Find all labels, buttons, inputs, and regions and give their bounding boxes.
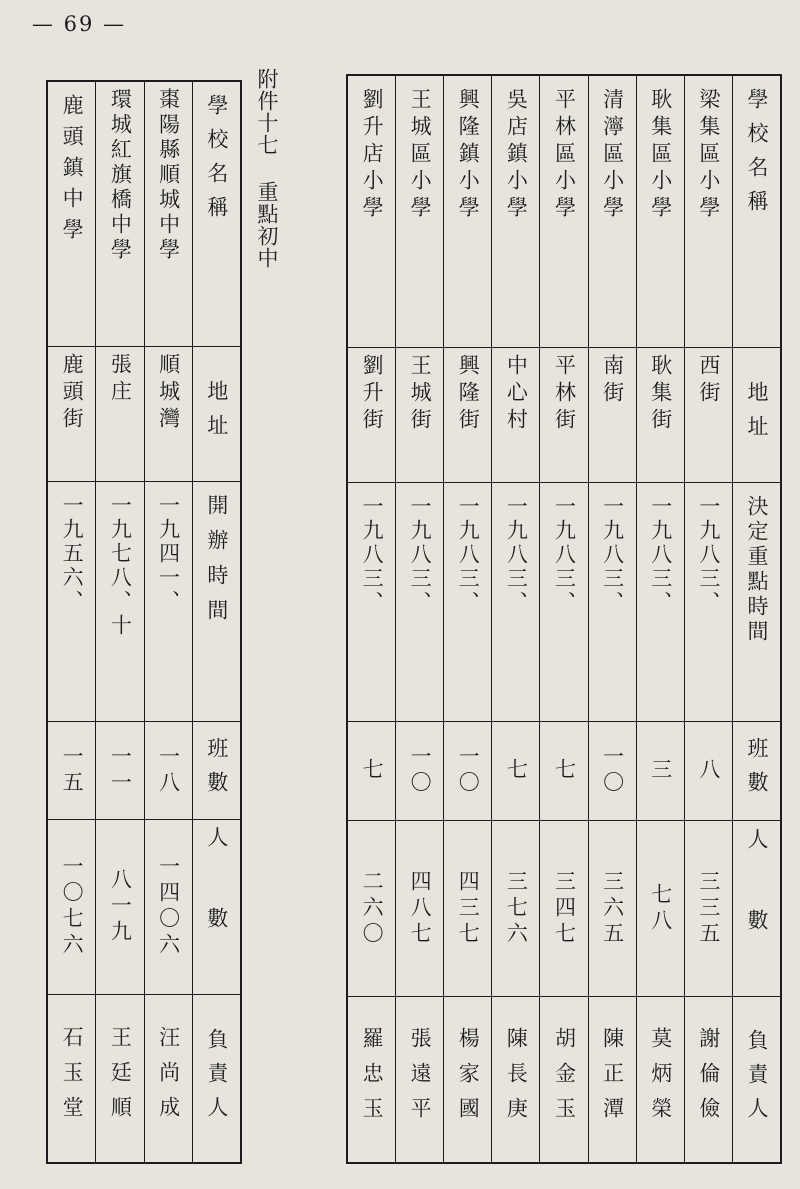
header-cell	[193, 482, 240, 722]
school-address: 鹿頭街	[60, 353, 85, 434]
responsible-cell	[492, 997, 539, 1162]
table-row	[96, 82, 144, 1162]
people-cell	[48, 820, 95, 995]
responsible-cell	[145, 995, 192, 1162]
school-people: 四三七	[456, 869, 481, 948]
school-address: 南街	[600, 354, 625, 408]
school-classes: 七	[360, 758, 385, 784]
people-cell	[145, 820, 192, 995]
school-classes: 一〇	[600, 745, 625, 797]
left-table	[46, 80, 242, 1164]
school-cell	[685, 76, 732, 348]
header-responsible: 負責人	[744, 1028, 769, 1131]
people-cell	[492, 821, 539, 997]
school-time: 一九七八、十	[108, 494, 133, 638]
responsible-cell	[589, 997, 636, 1162]
school-name: 環城紅旗橋中學	[108, 88, 133, 263]
page-number: — 69 —	[32, 12, 127, 36]
school-responsible: 王廷順	[108, 1026, 133, 1131]
school-address: 劉升街	[360, 354, 385, 435]
school-responsible: 陳正潭	[600, 1027, 625, 1132]
school-cell	[348, 76, 395, 348]
school-name: 梁集區小學	[696, 88, 721, 223]
header-name: 學校名稱	[744, 88, 769, 224]
address-cell	[48, 347, 95, 482]
school-classes: 一〇	[456, 745, 481, 797]
school-responsible: 張遠平	[408, 1027, 433, 1132]
school-time: 一九八三、	[552, 495, 577, 615]
responsible-cell	[48, 995, 95, 1162]
responsible-cell	[444, 997, 491, 1162]
people-cell	[589, 821, 636, 997]
people-cell	[637, 821, 684, 997]
address-cell	[540, 348, 587, 483]
school-time: 一九五六、	[60, 494, 85, 614]
time-cell	[48, 482, 95, 722]
header-classes: 班數	[204, 736, 229, 805]
school-address: 耿集街	[648, 354, 673, 435]
school-name: 清濘區小學	[600, 88, 625, 223]
school-classes: 八	[696, 758, 721, 784]
school-responsible: 莫炳榮	[648, 1027, 673, 1132]
table-row	[589, 76, 637, 1162]
school-responsible: 謝倫儉	[696, 1027, 721, 1132]
address-cell	[492, 348, 539, 483]
table-row	[444, 76, 492, 1162]
header-column	[733, 76, 780, 1162]
address-cell	[685, 348, 732, 483]
time-cell	[444, 483, 491, 722]
school-address: 順城灣	[156, 353, 181, 434]
school-responsible: 羅忠玉	[360, 1027, 385, 1132]
school-name: 棗陽縣順城中學	[156, 88, 181, 263]
classes-cell	[637, 722, 684, 821]
address-cell	[637, 348, 684, 483]
address-cell	[348, 348, 395, 483]
responsible-cell	[96, 995, 143, 1162]
school-cell	[396, 76, 443, 348]
school-address: 張庄	[108, 353, 133, 407]
table-row	[145, 82, 193, 1162]
people-cell	[348, 821, 395, 997]
header-cell	[733, 722, 780, 821]
time-cell	[685, 483, 732, 722]
time-cell	[348, 483, 395, 722]
school-address: 王城街	[408, 354, 433, 435]
header-address: 地址	[204, 380, 229, 448]
school-name: 鹿頭鎮中學	[60, 94, 85, 249]
responsible-cell	[637, 997, 684, 1162]
school-cell	[48, 82, 95, 347]
school-name: 興隆鎮小學	[456, 88, 481, 223]
header-cell	[193, 347, 240, 482]
header-responsible: 負責人	[204, 1027, 229, 1130]
time-cell	[492, 483, 539, 722]
school-classes: 三	[648, 758, 673, 784]
school-cell	[444, 76, 491, 348]
time-cell	[396, 483, 443, 722]
school-time: 一九八三、	[456, 495, 481, 615]
header-cell	[193, 82, 240, 347]
school-responsible: 楊家國	[456, 1027, 481, 1132]
address-cell	[145, 347, 192, 482]
classes-cell	[96, 722, 143, 820]
school-cell	[145, 82, 192, 347]
table-row	[540, 76, 588, 1162]
header-address: 地址	[744, 381, 769, 449]
school-people: 三六五	[600, 869, 625, 948]
classes-cell	[492, 722, 539, 821]
school-cell	[589, 76, 636, 348]
school-people: 八一九	[108, 868, 133, 946]
school-time: 一九八三、	[504, 495, 529, 615]
address-cell	[444, 348, 491, 483]
school-name: 平林區小學	[552, 88, 577, 223]
school-name: 劉升店小學	[360, 88, 385, 223]
header-cell	[733, 821, 780, 997]
school-address: 平林街	[552, 354, 577, 435]
header-cell	[193, 820, 240, 995]
school-classes: 一一	[108, 744, 133, 797]
table-row	[48, 82, 96, 1162]
school-people: 三七六	[504, 869, 529, 948]
responsible-cell	[396, 997, 443, 1162]
school-people: 一〇七六	[60, 855, 85, 959]
school-responsible: 汪尚成	[156, 1026, 181, 1131]
header-people: 人數	[204, 826, 229, 988]
table-row	[348, 76, 396, 1162]
attachment-title: 附件十七 重點初中	[255, 68, 279, 269]
responsible-cell	[685, 997, 732, 1162]
time-cell	[96, 482, 143, 722]
classes-cell	[589, 722, 636, 821]
classes-cell	[685, 722, 732, 821]
table-row	[492, 76, 540, 1162]
classes-cell	[540, 722, 587, 821]
header-cell	[733, 348, 780, 483]
school-people: 一四〇六	[156, 855, 181, 959]
school-cell	[492, 76, 539, 348]
school-address: 興隆街	[456, 354, 481, 435]
table-row	[396, 76, 444, 1162]
header-classes: 班數	[744, 737, 769, 805]
school-time: 一九八三、	[600, 495, 625, 615]
address-cell	[96, 347, 143, 482]
classes-cell	[444, 722, 491, 821]
people-cell	[96, 820, 143, 995]
school-classes: 一〇	[408, 745, 433, 797]
header-cell	[733, 483, 780, 722]
right-table	[346, 74, 782, 1164]
address-cell	[396, 348, 443, 483]
school-address: 西街	[696, 354, 721, 408]
school-people: 三四七	[552, 869, 577, 948]
school-classes: 一五	[60, 744, 85, 797]
school-address: 中心村	[504, 354, 529, 435]
school-time: 一九八三、	[648, 495, 673, 615]
school-classes: 一八	[156, 744, 181, 797]
people-cell	[685, 821, 732, 997]
responsible-cell	[348, 997, 395, 1162]
responsible-cell	[540, 997, 587, 1162]
header-name: 學校名稱	[204, 94, 229, 230]
header-cell	[193, 995, 240, 1162]
school-responsible: 石玉堂	[60, 1026, 85, 1131]
time-cell	[145, 482, 192, 722]
school-people: 三三五	[696, 869, 721, 948]
header-time: 決定重點時間	[744, 495, 769, 645]
people-cell	[444, 821, 491, 997]
school-responsible: 陳長庚	[504, 1027, 529, 1132]
header-time: 開辦時間	[204, 494, 229, 634]
school-people: 二六〇	[360, 869, 385, 948]
classes-cell	[145, 722, 192, 820]
school-cell	[540, 76, 587, 348]
header-people: 人數	[744, 827, 769, 990]
school-name: 吳店鎮小學	[504, 88, 529, 223]
time-cell	[589, 483, 636, 722]
people-cell	[540, 821, 587, 997]
header-cell	[733, 76, 780, 348]
classes-cell	[348, 722, 395, 821]
school-people: 七八	[648, 882, 673, 935]
school-cell	[96, 82, 143, 347]
header-cell	[733, 997, 780, 1162]
time-cell	[540, 483, 587, 722]
school-classes: 七	[504, 758, 529, 784]
school-time: 一九八三、	[408, 495, 433, 615]
header-column	[193, 82, 240, 1162]
school-name: 王城區小學	[408, 88, 433, 223]
school-time: 一九八三、	[360, 495, 385, 615]
table-row	[685, 76, 733, 1162]
school-people: 四八七	[408, 869, 433, 948]
classes-cell	[396, 722, 443, 821]
school-time: 一九八三、	[696, 495, 721, 615]
address-cell	[589, 348, 636, 483]
header-cell	[193, 722, 240, 820]
school-classes: 七	[552, 758, 577, 784]
people-cell	[396, 821, 443, 997]
school-responsible: 胡金玉	[552, 1027, 577, 1132]
school-name: 耿集區小學	[648, 88, 673, 223]
school-cell	[637, 76, 684, 348]
time-cell	[637, 483, 684, 722]
classes-cell	[48, 722, 95, 820]
school-time: 一九四一、	[156, 494, 181, 614]
table-row	[637, 76, 685, 1162]
